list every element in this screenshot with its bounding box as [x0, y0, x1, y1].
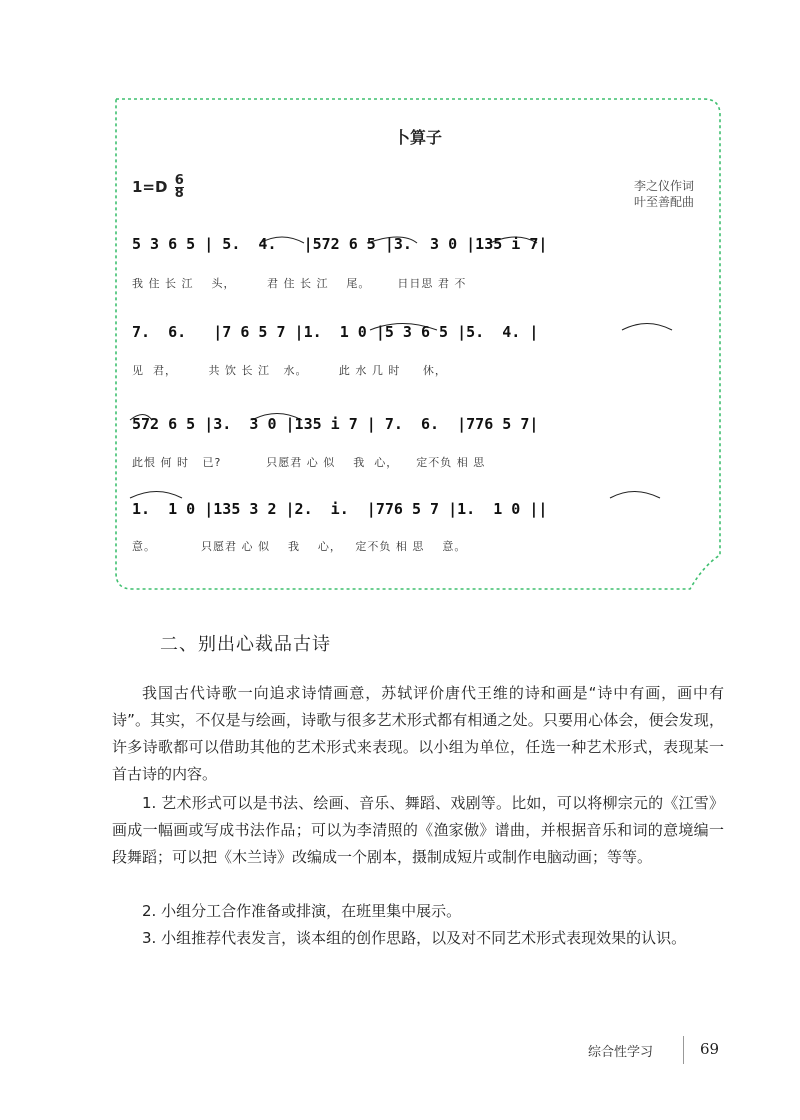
section-heading: 二、别出心裁品古诗 — [160, 634, 331, 655]
item-1: 1. 艺术形式可以是书法、绘画、音乐、舞蹈、戏剧等。比如，可以将柳宗元的《江雪》画成一幅画或写成书法作品；可以为李清照的《渔家傲》谱曲，并根据音乐和词的意境编一段舞蹈；可以把《木兰诗》改编成一个剧本，摄制成短片或制作电脑动画；等等。 — [112, 794, 724, 866]
lyrics-row-2: 见 君， 共 饮 长 江 水。 此 水 几 时 休， — [132, 364, 447, 377]
lyrics-row-4: 意。 只愿君 心 似 我 心， 定不负 相 思 意。 — [132, 540, 467, 553]
key-label: 1=D — [132, 178, 168, 196]
time-signature — [175, 175, 184, 200]
notation-row-1: 5 3 6 5 | 5. 4. |572 6 5 |3. 3 0 |135 i 7| — [132, 235, 548, 253]
notation-row-4: 1. 1 0 |135 3 2 |2. i. |776 5 7 |1. 1 0 || — [132, 500, 548, 518]
page-number: 69 — [700, 1040, 720, 1058]
footer-divider — [683, 1036, 684, 1064]
slur — [130, 492, 182, 499]
lyricist-credit: 李之仪作词 — [633, 179, 694, 193]
intro-paragraph: 我国古代诗歌一向追求诗情画意，苏轼评价唐代王维的诗和画是“诗中有画，画中有诗”。其实，不仅是与绘画，诗歌与很多艺术形式都有相通之处。只要用心体会，便会发现，许多诗歌都可以借助其他的艺术形式来表现。以小组为单位，任选一种艺术形式，表现某一首古诗的内容。 — [112, 684, 724, 783]
time-bottom: 8 — [174, 186, 184, 201]
slur — [622, 324, 672, 331]
key-signature — [132, 175, 184, 200]
notation-row-2: 7. 6. |7 6 5 7 |1. 1 0 |5 3 6 5 |5. 4. | — [132, 323, 539, 341]
notation-row-3: 572 6 5 |3. 3 0 |135 i 7 | 7. 6. |776 5 7| — [132, 415, 539, 433]
score-panel — [112, 95, 724, 595]
lyrics-row-1: 我 住 长 江 头， 君 住 长 江 尾。 日日思 君 不 — [132, 277, 467, 290]
score-title: 卜算子 — [393, 128, 442, 147]
item-3: 3. 小组推荐代表发言，谈本组的创作思路，以及对不同艺术形式表现效果的认识。 — [142, 929, 687, 947]
composer-credit: 叶至善配曲 — [633, 195, 694, 209]
item-2: 2. 小组分工合作准备或排演，在班里集中展示。 — [142, 902, 462, 920]
time-top: 6 — [174, 173, 184, 188]
lyrics-row-3: 此恨 何 时 已? 只愿君 心 似 我 心， 定不负 相 思 — [132, 456, 486, 469]
footer-section-label: 综合性学习 — [588, 1045, 654, 1060]
slur — [610, 492, 660, 499]
score-frame — [112, 95, 724, 595]
